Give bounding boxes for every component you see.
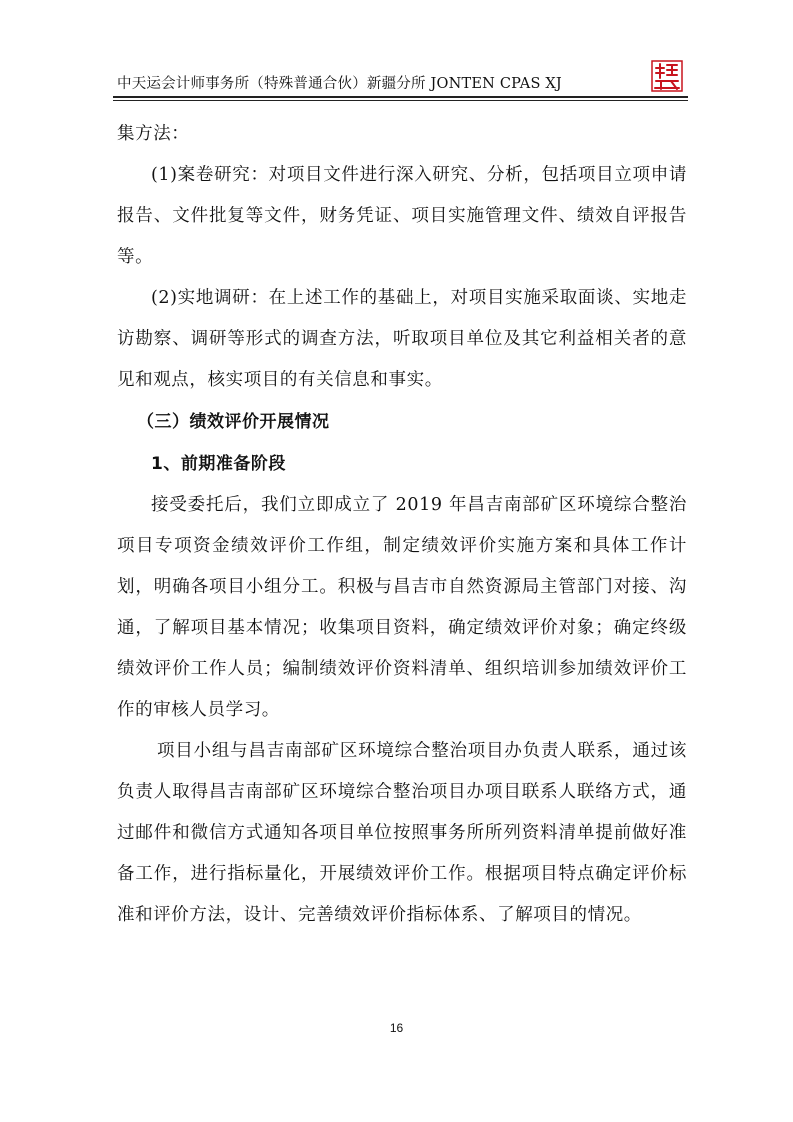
paragraph-field-research: (2)实地调研：在上述工作的基础上，对项目实施采取面谈、实地走访勘察、调研等形式的调查方法，听取项目单位及其它利益相关者的意见和观点，核实项目的有关信息和事实。 [117, 288, 687, 390]
page-header: 中天运会计师事务所（特殊普通合伙）新疆分所 JONTEN CPAS XJ [117, 76, 562, 92]
section-heading-evaluation: （三）绩效评价开展情况 [137, 412, 330, 432]
header-divider-thin [113, 100, 688, 101]
paragraph-project-contact: 项目小组与昌吉南部矿区环境综合整治项目办负责人联系，通过该负责人取得昌吉南部矿区环境综合整治项目办项目联系人联络方式，通过邮件和微信方式通知各项目单位按照事务所所列资料清单提前做好准备工作，进行指标量化，开展绩效评价工作。根据项目特点确定评价标准和评价方法，设计、完善绩效评价指标体系、了解项目的情况。 [117, 741, 687, 925]
paragraph-team-setup: 接受委托后，我们立即成立了 2019 年昌吉南部矿区环境综合整治项目专项资金绩效评价工作组，制定绩效评价实施方案和具体工作计划，明确各项目小组分工。积极与昌吉市自然资源局主管部门对接、沟通，了解项目基本情况；收集项目资料，确定绩效评价对象；确定终级绩效评价工作人员；编制绩效评价资料清单、组织培训参加绩效评价工作的审核人员学习。 [117, 495, 687, 720]
paragraph-collection-methods: 集方法： [117, 124, 190, 144]
paragraph-case-study: (1)案卷研究：对项目文件进行深入研究、分析，包括项目立项申请报告、文件批复等文件，财务凭证、项目实施管理文件、绩效自评报告等。 [117, 165, 687, 267]
firm-logo-icon [651, 60, 683, 92]
header-divider-thick [113, 96, 688, 98]
document-body [117, 114, 687, 936]
page-number: 16 [389, 1021, 404, 1035]
subsection-heading-preparation: 1、前期准备阶段 [151, 454, 286, 474]
